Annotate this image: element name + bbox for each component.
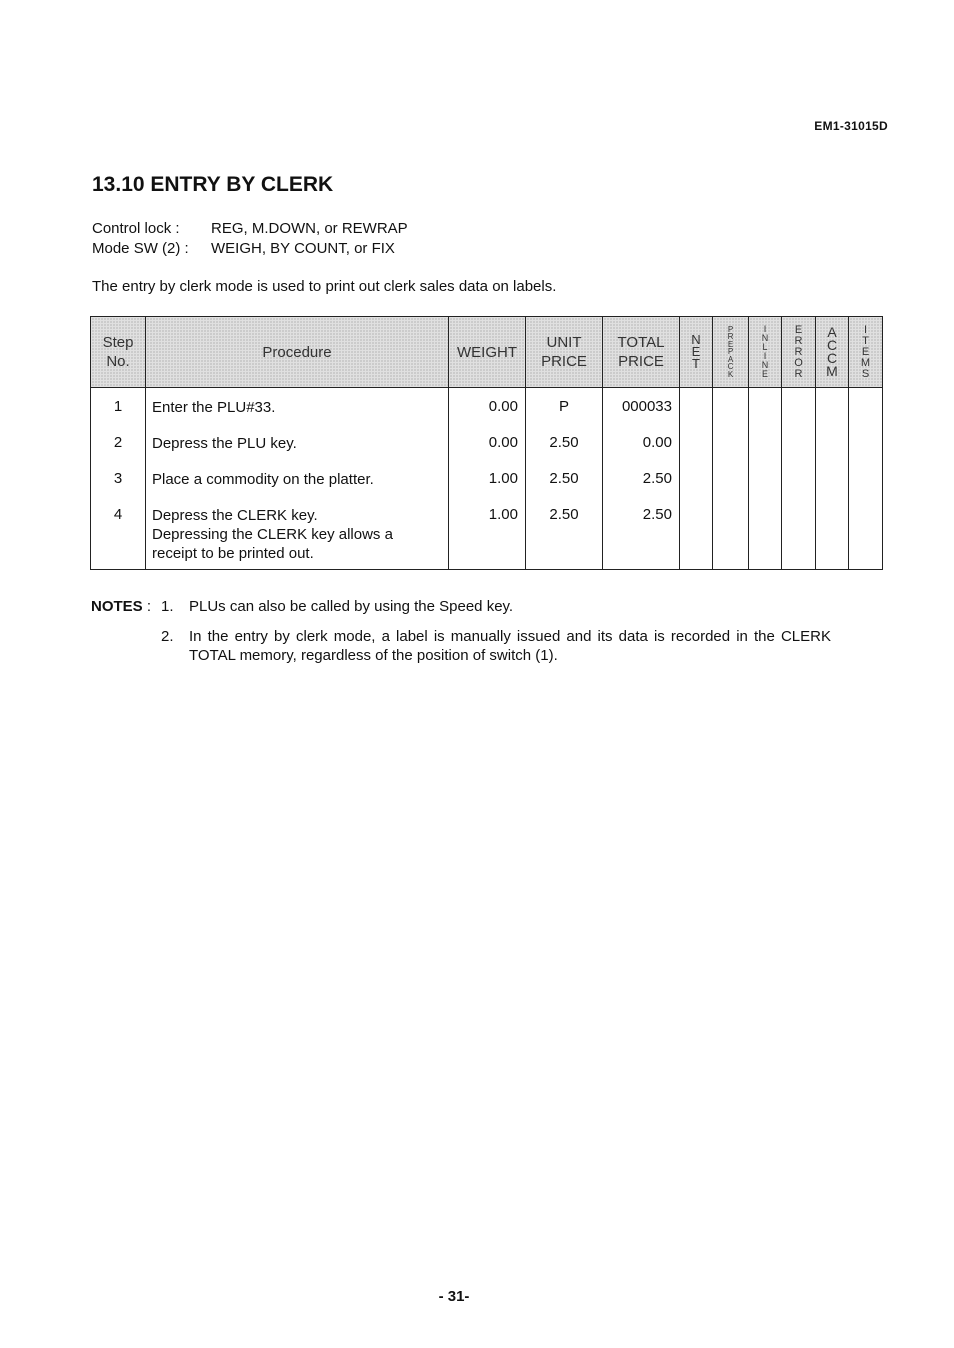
note-text: In the entry by clerk mode, a label is manually issued and its data is recorded in the CLERK TOTAL memory, regardless of the position of switch (1).	[189, 628, 831, 664]
unit-price-value: 2.50	[526, 496, 603, 570]
procedure-main: Depress the CLERK key.	[152, 507, 318, 524]
step-no: 4	[91, 496, 146, 570]
table-row	[91, 424, 883, 460]
weight-value: 1.00	[449, 496, 526, 570]
control-lock-row	[92, 219, 408, 239]
total-price-value: 0.00	[603, 424, 680, 460]
items-cell	[849, 496, 883, 570]
note-text: PLUs can also be called by using the Speed key.	[189, 598, 514, 615]
net-cell	[680, 460, 713, 496]
header-error: E R R O R	[782, 317, 816, 388]
header-total-price: TOTAL PRICE	[603, 317, 680, 388]
weight-value: 0.00	[449, 388, 526, 425]
procedure-note: Depressing the CLERK key allows a receipt to be printed out.	[152, 526, 393, 562]
items-cell	[849, 388, 883, 425]
table-row	[91, 388, 883, 425]
inline-cell	[749, 424, 782, 460]
accm-cell	[816, 424, 849, 460]
header-accm: A C C M	[816, 317, 849, 388]
unit-price-value: P	[526, 388, 603, 425]
document-code: EM1-31015D	[814, 119, 888, 133]
error-cell	[782, 424, 816, 460]
mode-switch-label: Mode SW (2) :	[92, 240, 189, 257]
accm-cell	[816, 388, 849, 425]
net-cell	[680, 496, 713, 570]
weight-value: 0.00	[449, 424, 526, 460]
header-prepack: P R E P A C K	[713, 317, 749, 388]
intro-text: The entry by clerk mode is used to print out clerk sales data on labels.	[92, 278, 557, 295]
control-lock-label: Control lock :	[92, 220, 180, 237]
inline-cell	[749, 388, 782, 425]
procedure-text: Depress the PLU key.	[146, 424, 449, 460]
page-number: - 31-	[438, 1288, 470, 1305]
error-cell	[782, 460, 816, 496]
header-net: N E T	[680, 317, 713, 388]
step-no: 3	[91, 460, 146, 496]
header-procedure: Procedure	[146, 317, 449, 388]
section-title: 13.10 ENTRY BY CLERK	[92, 173, 334, 196]
mode-switch-value: WEIGH, BY COUNT, or FIX	[211, 240, 395, 257]
table-header-row	[91, 317, 883, 388]
items-cell	[849, 460, 883, 496]
accm-cell	[816, 460, 849, 496]
inline-cell	[749, 460, 782, 496]
procedure-text: Enter the PLU#33.	[146, 388, 449, 425]
total-price-value: 000033	[603, 388, 680, 425]
header-items: I T E M S	[849, 317, 883, 388]
weight-value: 1.00	[449, 460, 526, 496]
note-number: 2.	[161, 628, 174, 645]
table-row	[91, 496, 883, 570]
procedure-table	[90, 316, 883, 570]
table-row	[91, 460, 883, 496]
net-cell	[680, 388, 713, 425]
total-price-value: 2.50	[603, 460, 680, 496]
note-number: 1.	[161, 598, 174, 615]
prepack-cell	[713, 460, 749, 496]
notes-heading: NOTES :	[91, 598, 152, 615]
control-lock-value: REG, M.DOWN, or REWRAP	[211, 220, 408, 237]
unit-price-value: 2.50	[526, 424, 603, 460]
step-no: 1	[91, 388, 146, 425]
note-item	[91, 627, 831, 665]
note-item	[91, 597, 831, 616]
items-cell	[849, 424, 883, 460]
unit-price-value: 2.50	[526, 460, 603, 496]
accm-cell	[816, 496, 849, 570]
header-unit-price: UNIT PRICE	[526, 317, 603, 388]
header-inline: I N L I N E	[749, 317, 782, 388]
mode-switch-row	[92, 239, 408, 259]
total-price-value: 2.50	[603, 496, 680, 570]
header-weight: WEIGHT	[449, 317, 526, 388]
step-no: 2	[91, 424, 146, 460]
procedure-text: Place a commodity on the platter.	[146, 460, 449, 496]
prepack-cell	[713, 496, 749, 570]
notes-section	[91, 597, 831, 665]
header-step-no: Step No.	[91, 317, 146, 388]
error-cell	[782, 388, 816, 425]
prepack-cell	[713, 424, 749, 460]
prepack-cell	[713, 388, 749, 425]
error-cell	[782, 496, 816, 570]
net-cell	[680, 424, 713, 460]
inline-cell	[749, 496, 782, 570]
control-info	[92, 219, 408, 259]
procedure-text	[146, 496, 449, 570]
